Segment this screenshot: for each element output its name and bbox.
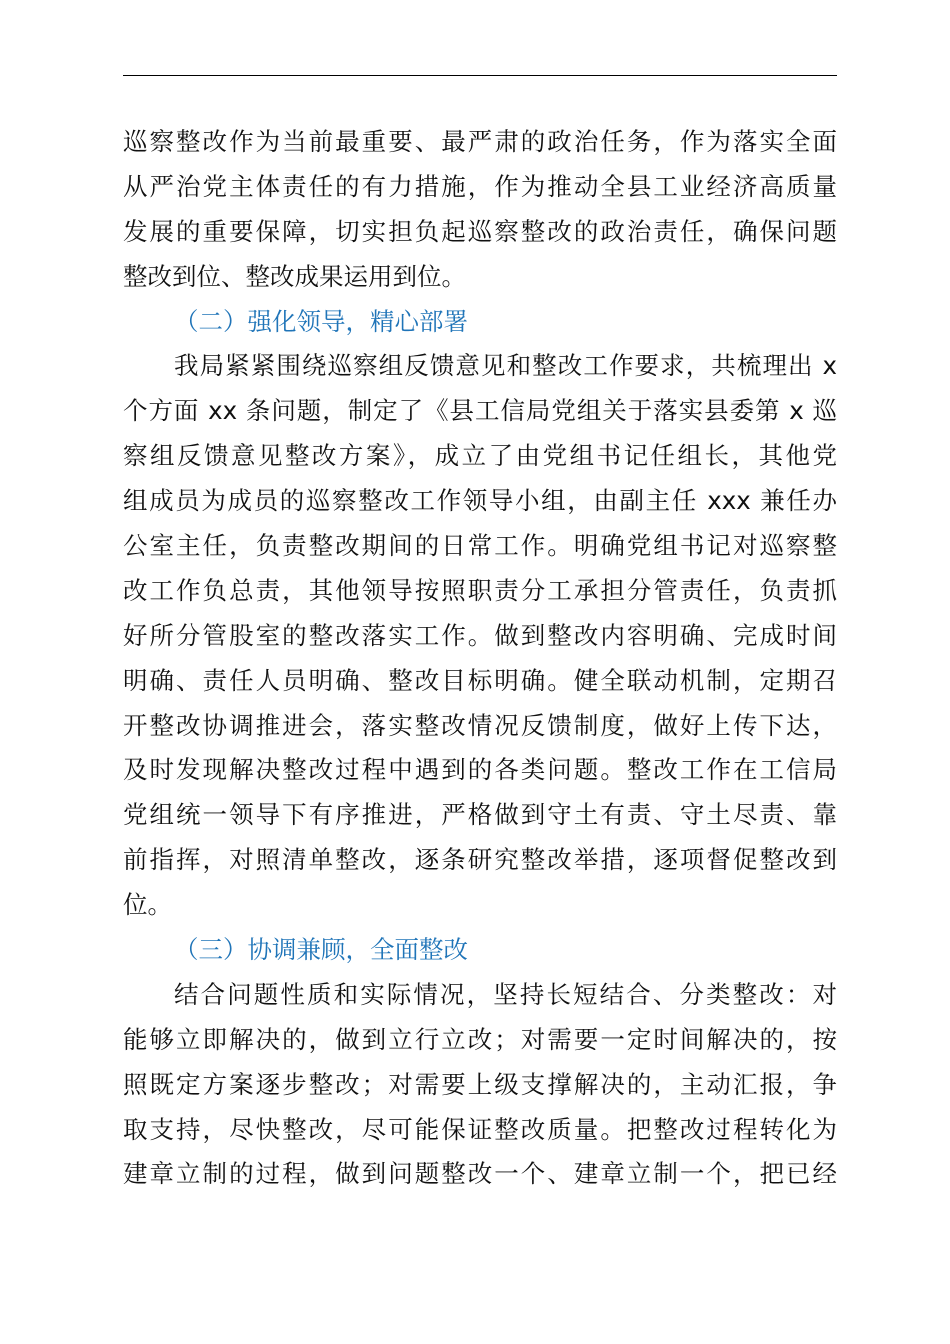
text-line: 公室主任，负责整改期间的日常工作。明确党组书记对巡察整: [123, 531, 837, 561]
section-heading-3: （三）协调兼顾，全面整改: [174, 935, 468, 965]
text-line: 从严治党主体责任的有力措施，作为推动全县工业经济高质量: [123, 171, 837, 201]
text-line: 我局紧紧围绕巡察组反馈意见和整改工作要求，共梳理出 x: [174, 351, 837, 381]
text-line: 察组反馈意见整改方案》，成立了由党组书记任组长，其他党: [123, 441, 837, 471]
document-body: [123, 120, 837, 1197]
text-line: 前指挥，对照清单整改，逐条研究整改举措，逐项督促整改到: [123, 845, 837, 875]
text-line: 明确、责任人员明确、整改目标明确。健全联动机制，定期召: [123, 665, 837, 695]
text-line: 党组统一领导下有序推进，严格做到守土有责、守土尽责、靠: [123, 800, 837, 830]
text-line: 开整改协调推进会，落实整改情况反馈制度，做好上传下达，: [123, 710, 837, 740]
text-line: 位。: [123, 890, 172, 920]
text-line: 改工作负总责，其他领导按照职责分工承担分管责任，负责抓: [123, 575, 837, 605]
paragraph-3: [123, 973, 837, 1197]
text-line: 组成员为成员的巡察整改工作领导小组，由副主任 xxx 兼任办: [123, 486, 837, 516]
section-heading-2: （二）强化领导，精心部署: [174, 306, 468, 336]
text-line: 照既定方案逐步整改；对需要上级支撑解决的，主动汇报，争: [123, 1069, 837, 1099]
text-line: 能够立即解决的，做到立行立改；对需要一定时间解决的，按: [123, 1024, 837, 1054]
text-line: 取支持，尽快整改，尽可能保证整改质量。把整改过程转化为: [123, 1114, 837, 1144]
text-line: 建章立制的过程，做到问题整改一个、建章立制一个，把已经: [123, 1159, 837, 1189]
text-line: 个方面 xx 条问题，制定了《县工信局党组关于落实县委第 x 巡: [123, 396, 837, 426]
text-line: 及时发现解决整改过程中遇到的各类问题。整改工作在工信局: [123, 755, 837, 785]
text-line: 结合问题性质和实际情况，坚持长短结合、分类整改：对: [174, 979, 837, 1009]
paragraph-2: [123, 344, 837, 928]
paragraph-1: [123, 120, 837, 300]
text-line: 整改到位、整改成果运用到位。: [123, 261, 466, 291]
text-line: 巡察整改作为当前最重要、最严肃的政治任务，作为落实全面: [123, 127, 837, 156]
text-line: 好所分管股室的整改落实工作。做到整改内容明确、完成时间: [123, 620, 837, 650]
text-line: 发展的重要保障，切实担负起巡察整改的政治责任，确保问题: [123, 216, 837, 246]
header-rule: [123, 75, 837, 76]
